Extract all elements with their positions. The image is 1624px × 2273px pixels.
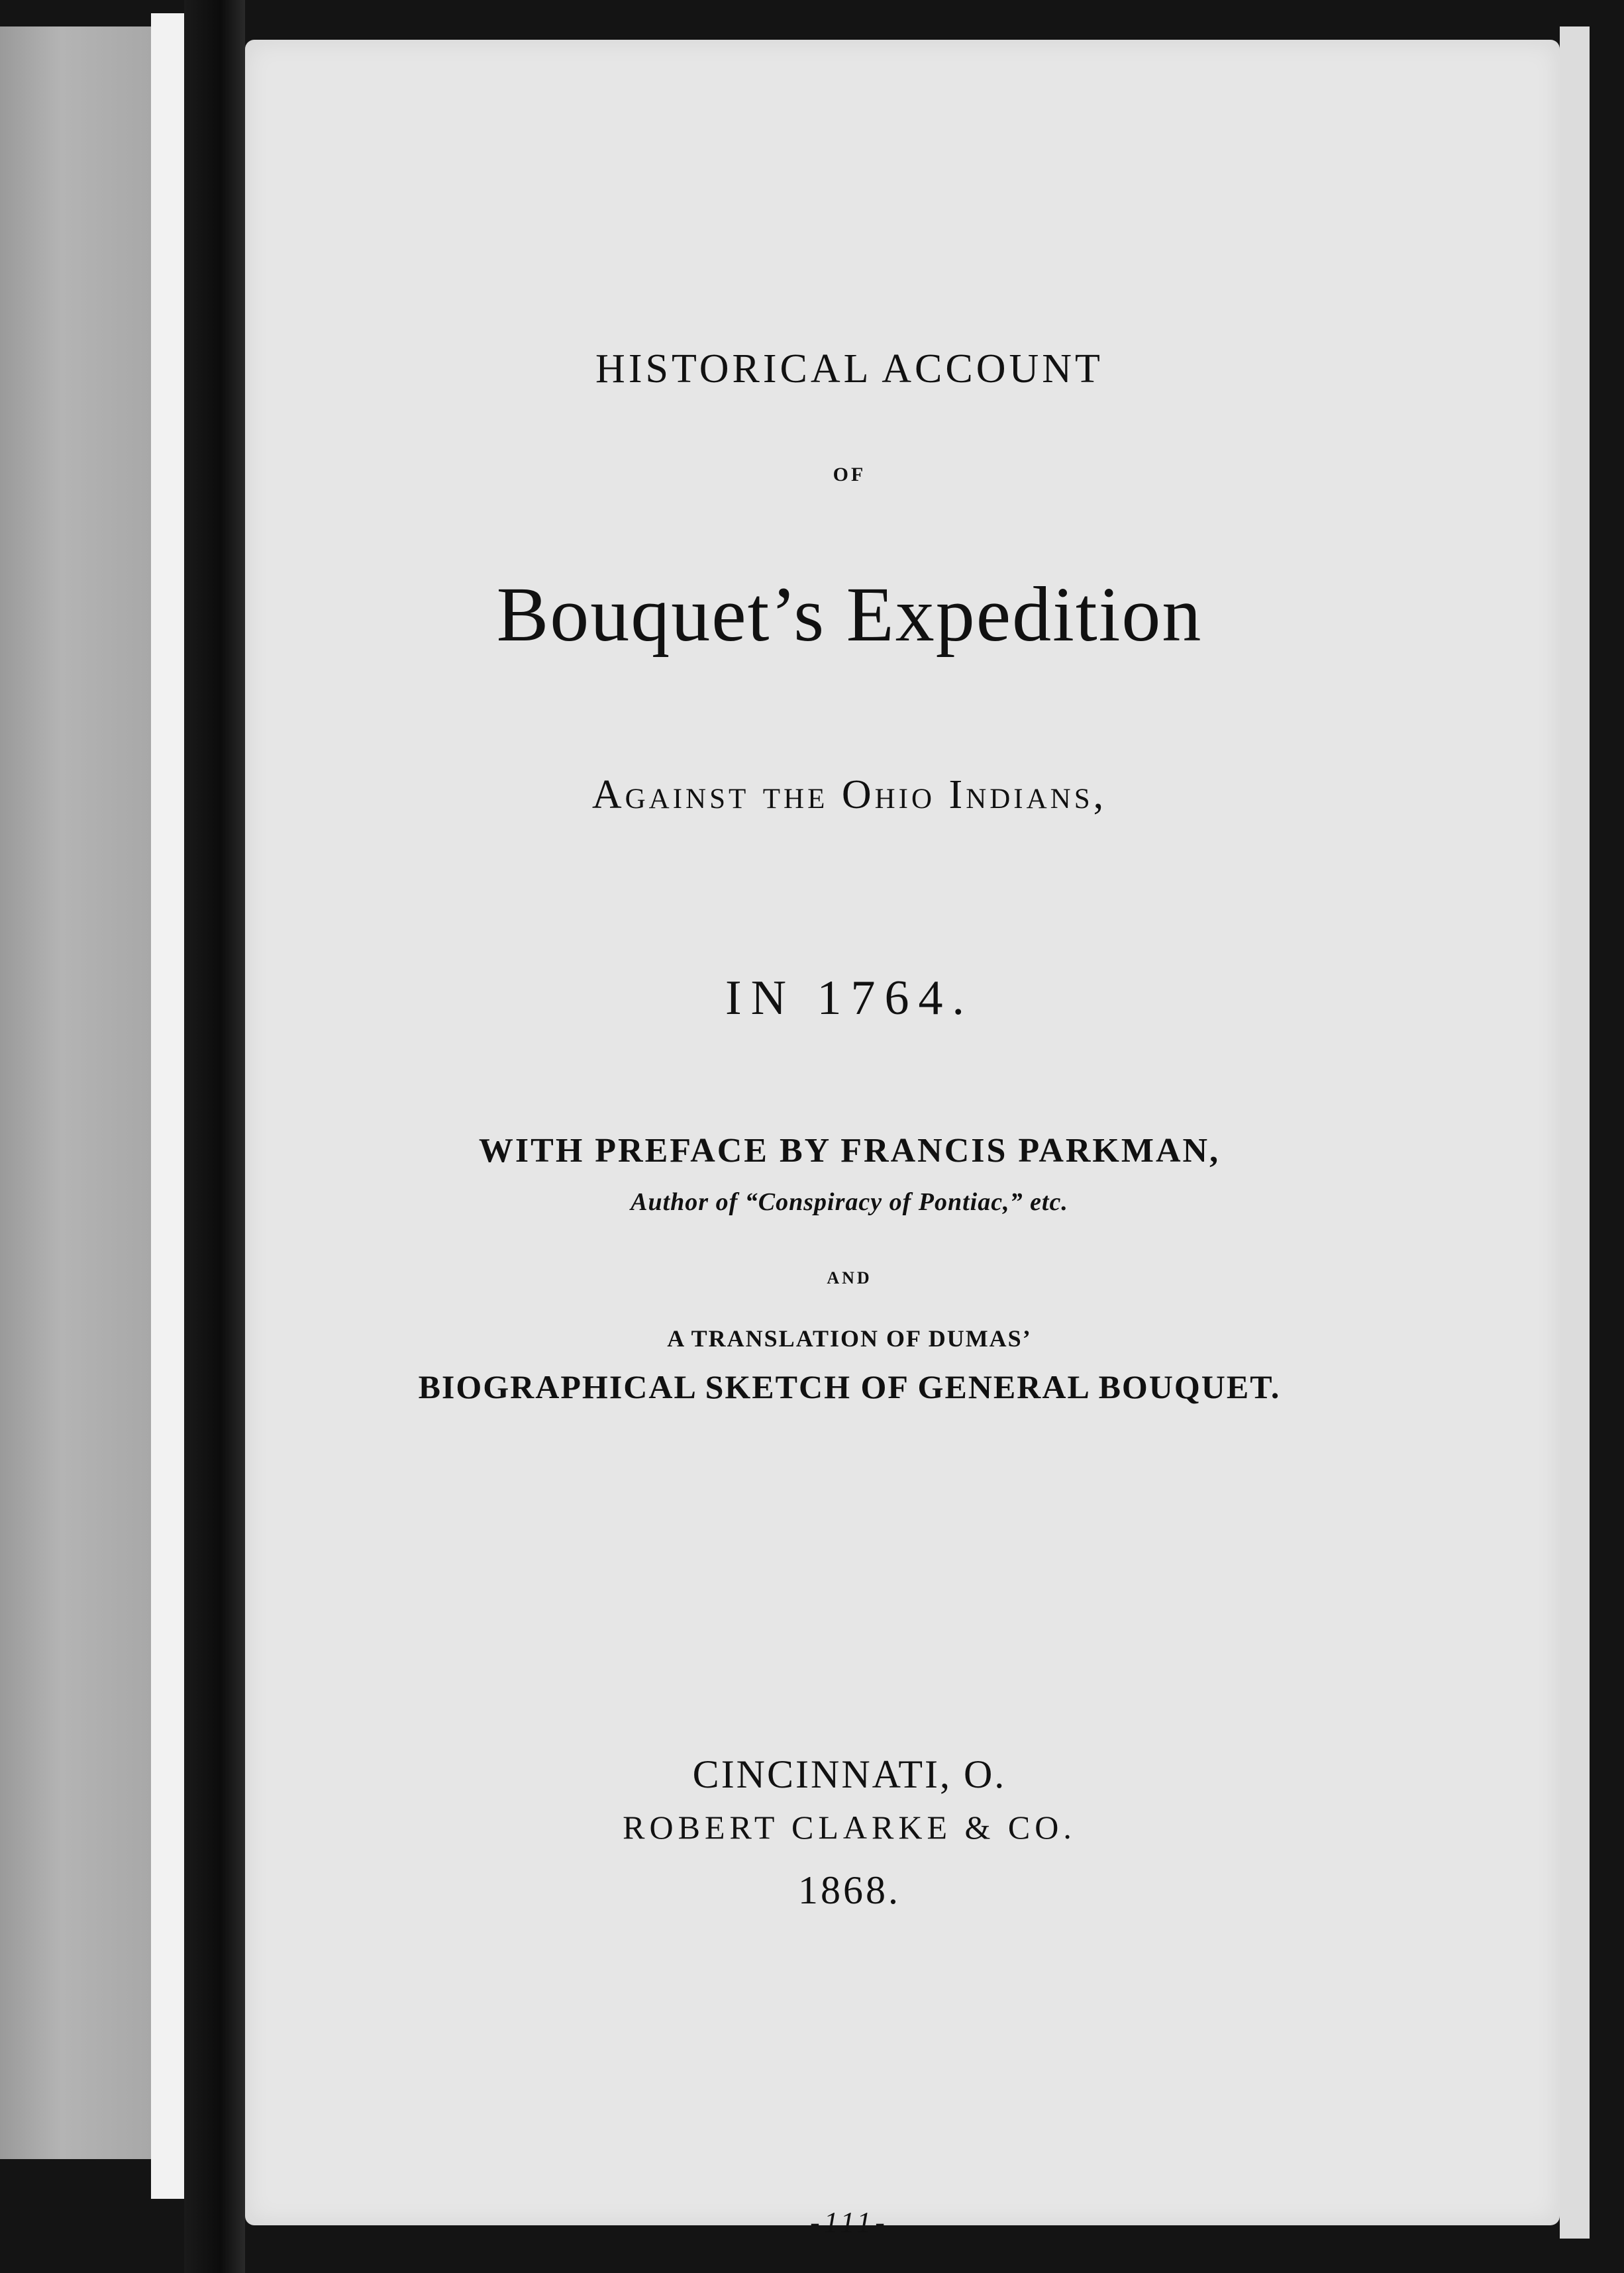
year-line: IN 1764. xyxy=(725,971,974,1025)
heading: HISTORICAL ACCOUNT xyxy=(595,346,1103,391)
page-mark: -111- xyxy=(810,2206,889,2239)
page-edge xyxy=(1560,26,1590,2239)
facing-page xyxy=(0,26,152,2159)
title-page xyxy=(245,40,1560,2239)
imprint-city: CINCINNATI, O. xyxy=(692,1752,1007,1796)
sketch-line: BIOGRAPHICAL SKETCH OF GENERAL BOUQUET. xyxy=(418,1368,1281,1405)
preface-line: WITH PREFACE BY FRANCIS PARKMAN, xyxy=(478,1132,1221,1170)
and-line: AND xyxy=(827,1268,872,1288)
imprint-publisher: ROBERT CLARKE & CO. xyxy=(623,1809,1076,1846)
translation-line: A TRANSLATION OF DUMAS’ xyxy=(667,1325,1032,1352)
book-subtitle: Against the Ohio Indians, xyxy=(591,772,1107,817)
preface-author-line: Author of “Conspiracy of Pontiac,” etc. xyxy=(631,1188,1068,1216)
book-title: Bouquet’s Expedition xyxy=(496,571,1203,658)
of-line: OF xyxy=(833,464,866,485)
imprint-date: 1868. xyxy=(798,1868,901,1912)
title-page-text xyxy=(245,40,1560,2239)
